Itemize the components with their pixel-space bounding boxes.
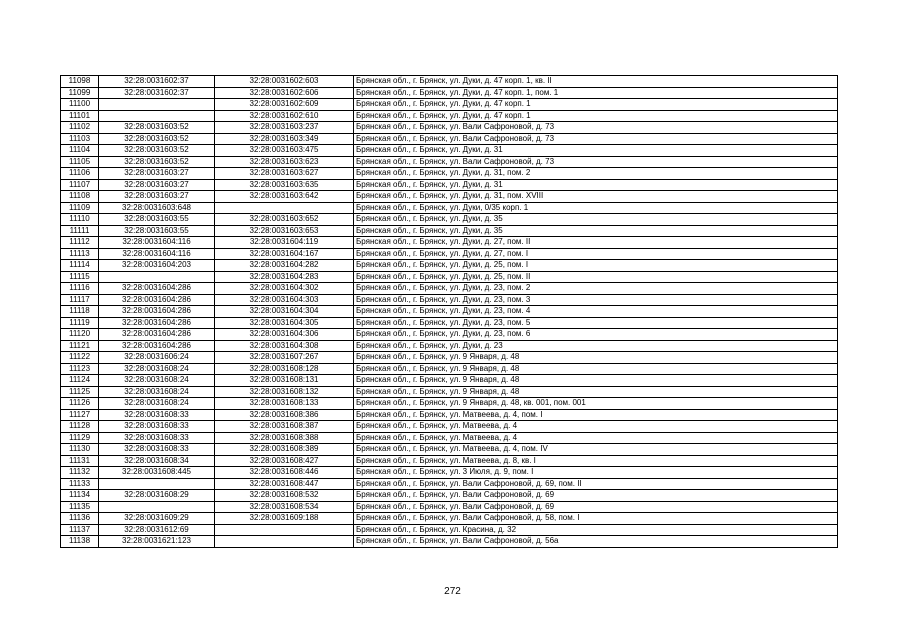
table-row <box>61 421 838 433</box>
address-cell: Брянская обл., г. Брянск, ул. Матвеева, д. 4 <box>354 432 838 444</box>
table-row <box>61 490 838 502</box>
table-row <box>61 432 838 444</box>
address-cell: Брянская обл., г. Брянск, ул. Дуки, д. 25, пом. II <box>354 271 838 283</box>
parcel-cadastral-cell: 32:28:0031604:116 <box>99 237 215 249</box>
table-row <box>61 513 838 525</box>
parcel-cadastral-cell: 32:28:0031606:24 <box>99 352 215 364</box>
parcel-cadastral-cell: 32:28:0031603:55 <box>99 214 215 226</box>
object-cadastral-cell: 32:28:0031604:303 <box>215 294 354 306</box>
row-number-cell: 11128 <box>61 421 99 433</box>
address-cell: Брянская обл., г. Брянск, ул. 9 Января, д. 48 <box>354 363 838 375</box>
table-row <box>61 271 838 283</box>
page-number: 272 <box>444 586 461 597</box>
table-row <box>61 467 838 479</box>
object-cadastral-cell <box>215 524 354 536</box>
object-cadastral-cell: 32:28:0031602:606 <box>215 87 354 99</box>
parcel-cadastral-cell: 32:28:0031602:37 <box>99 87 215 99</box>
row-number-cell: 11119 <box>61 317 99 329</box>
object-cadastral-cell: 32:28:0031608:133 <box>215 398 354 410</box>
address-cell: Брянская обл., г. Брянск, ул. Матвеева, д. 8, кв. I <box>354 455 838 467</box>
parcel-cadastral-cell: 32:28:0031604:286 <box>99 306 215 318</box>
row-number-cell: 11113 <box>61 248 99 260</box>
address-cell: Брянская обл., г. Брянск, ул. Матвеева, д. 4 <box>354 421 838 433</box>
table-row <box>61 225 838 237</box>
table-row <box>61 248 838 260</box>
table-row <box>61 363 838 375</box>
parcel-cadastral-cell: 32:28:0031603:27 <box>99 191 215 203</box>
object-cadastral-cell: 32:28:0031603:349 <box>215 133 354 145</box>
row-number-cell: 11127 <box>61 409 99 421</box>
table-row <box>61 99 838 111</box>
object-cadastral-cell: 32:28:0031603:635 <box>215 179 354 191</box>
parcel-cadastral-cell: 32:28:0031621:123 <box>99 536 215 548</box>
object-cadastral-cell: 32:28:0031603:653 <box>215 225 354 237</box>
address-cell: Брянская обл., г. Брянск, ул. Дуки, д. 27, пом. II <box>354 237 838 249</box>
object-cadastral-cell: 32:28:0031604:304 <box>215 306 354 318</box>
address-cell: Брянская обл., г. Брянск, ул. Дуки, д. 31, пом. 2 <box>354 168 838 180</box>
table-row <box>61 191 838 203</box>
address-cell: Брянская обл., г. Брянск, ул. Матвеева, д. 4, пом. I <box>354 409 838 421</box>
parcel-cadastral-cell: 32:28:0031604:116 <box>99 248 215 260</box>
object-cadastral-cell: 32:28:0031603:237 <box>215 122 354 134</box>
address-cell: Брянская обл., г. Брянск, ул. Матвеева, д. 4, пом. IV <box>354 444 838 456</box>
table-row <box>61 398 838 410</box>
row-number-cell: 11105 <box>61 156 99 168</box>
row-number-cell: 11118 <box>61 306 99 318</box>
parcel-cadastral-cell: 32:28:0031604:286 <box>99 329 215 341</box>
row-number-cell: 11124 <box>61 375 99 387</box>
object-cadastral-cell: 32:28:0031608:132 <box>215 386 354 398</box>
object-cadastral-cell: 32:28:0031603:623 <box>215 156 354 168</box>
row-number-cell: 11100 <box>61 99 99 111</box>
parcel-cadastral-cell: 32:28:0031604:286 <box>99 283 215 295</box>
table-row <box>61 478 838 490</box>
row-number-cell: 11117 <box>61 294 99 306</box>
object-cadastral-cell: 32:28:0031608:128 <box>215 363 354 375</box>
row-number-cell: 11121 <box>61 340 99 352</box>
row-number-cell: 11123 <box>61 363 99 375</box>
row-number-cell: 11103 <box>61 133 99 145</box>
table-row <box>61 214 838 226</box>
row-number-cell: 11116 <box>61 283 99 295</box>
object-cadastral-cell: 32:28:0031604:302 <box>215 283 354 295</box>
parcel-cadastral-cell: 32:28:0031608:445 <box>99 467 215 479</box>
table-row <box>61 133 838 145</box>
table-row <box>61 524 838 536</box>
table-row <box>61 386 838 398</box>
parcel-cadastral-cell <box>99 110 215 122</box>
row-number-cell: 11099 <box>61 87 99 99</box>
table-row <box>61 375 838 387</box>
address-cell: Брянская обл., г. Брянск, ул. Дуки, д. 31 <box>354 179 838 191</box>
row-number-cell: 11136 <box>61 513 99 525</box>
parcel-cadastral-cell: 32:28:0031608:33 <box>99 409 215 421</box>
address-cell: Брянская обл., г. Брянск, ул. Красина, д. 32 <box>354 524 838 536</box>
object-cadastral-cell <box>215 202 354 214</box>
object-cadastral-cell: 32:28:0031602:610 <box>215 110 354 122</box>
row-number-cell: 11133 <box>61 478 99 490</box>
table-row <box>61 352 838 364</box>
address-cell: Брянская обл., г. Брянск, ул. 3 Июля, д. 9, пом. I <box>354 467 838 479</box>
address-cell: Брянская обл., г. Брянск, ул. Вали Сафроновой, д. 69 <box>354 501 838 513</box>
address-cell: Брянская обл., г. Брянск, ул. 9 Января, д. 48, кв. 001, пом. 001 <box>354 398 838 410</box>
row-number-cell: 11104 <box>61 145 99 157</box>
object-cadastral-cell: 32:28:0031608:388 <box>215 432 354 444</box>
address-cell: Брянская обл., г. Брянск, ул. Вали Сафроновой, д. 73 <box>354 156 838 168</box>
parcel-cadastral-cell: 32:28:0031603:55 <box>99 225 215 237</box>
address-cell: Брянская обл., г. Брянск, ул. Вали Сафроновой, д. 56а <box>354 536 838 548</box>
table-row <box>61 110 838 122</box>
address-cell: Брянская обл., г. Брянск, ул. Вали Сафроновой, д. 73 <box>354 122 838 134</box>
parcel-cadastral-cell: 32:28:0031603:52 <box>99 156 215 168</box>
address-cell: Брянская обл., г. Брянск, ул. Дуки, д. 25, пом. I <box>354 260 838 272</box>
address-cell: Брянская обл., г. Брянск, ул. Дуки, д. 27, пом. I <box>354 248 838 260</box>
row-number-cell: 11108 <box>61 191 99 203</box>
object-cadastral-cell: 32:28:0031609:188 <box>215 513 354 525</box>
parcel-cadastral-cell <box>99 478 215 490</box>
address-cell: Брянская обл., г. Брянск, ул. Дуки, д. 23, пом. 3 <box>354 294 838 306</box>
object-cadastral-cell: 32:28:0031608:131 <box>215 375 354 387</box>
table-row <box>61 409 838 421</box>
table-row <box>61 340 838 352</box>
table-row <box>61 455 838 467</box>
parcel-cadastral-cell: 32:28:0031608:33 <box>99 421 215 433</box>
row-number-cell: 11134 <box>61 490 99 502</box>
address-cell: Брянская обл., г. Брянск, ул. Дуки, д. 23, пом. 5 <box>354 317 838 329</box>
table-row <box>61 122 838 134</box>
parcel-cadastral-cell <box>99 271 215 283</box>
parcel-cadastral-cell: 32:28:0031608:33 <box>99 432 215 444</box>
parcel-cadastral-cell <box>99 501 215 513</box>
parcel-cadastral-cell: 32:28:0031608:24 <box>99 375 215 387</box>
row-number-cell: 11125 <box>61 386 99 398</box>
row-number-cell: 11130 <box>61 444 99 456</box>
address-cell: Брянская обл., г. Брянск, ул. Вали Сафроновой, д. 69, пом. II <box>354 478 838 490</box>
row-number-cell: 11107 <box>61 179 99 191</box>
object-cadastral-cell: 32:28:0031604:282 <box>215 260 354 272</box>
address-cell: Брянская обл., г. Брянск, ул. Дуки, д. 47 корп. 1, кв. II <box>354 76 838 88</box>
object-cadastral-cell: 32:28:0031604:305 <box>215 317 354 329</box>
registry-table-body <box>61 76 838 548</box>
parcel-cadastral-cell: 32:28:0031608:33 <box>99 444 215 456</box>
parcel-cadastral-cell: 32:28:0031603:27 <box>99 179 215 191</box>
table-row <box>61 145 838 157</box>
address-cell: Брянская обл., г. Брянск, ул. Дуки, д. 47 корп. 1, пом. 1 <box>354 87 838 99</box>
row-number-cell: 11126 <box>61 398 99 410</box>
row-number-cell: 11122 <box>61 352 99 364</box>
address-cell: Брянская обл., г. Брянск, ул. 9 Января, д. 48 <box>354 352 838 364</box>
parcel-cadastral-cell: 32:28:0031603:27 <box>99 168 215 180</box>
row-number-cell: 11098 <box>61 76 99 88</box>
row-number-cell: 11115 <box>61 271 99 283</box>
parcel-cadastral-cell: 32:28:0031603:52 <box>99 133 215 145</box>
address-cell: Брянская обл., г. Брянск, ул. Дуки, д. 23, пом. 6 <box>354 329 838 341</box>
table-row <box>61 283 838 295</box>
row-number-cell: 11114 <box>61 260 99 272</box>
row-number-cell: 11132 <box>61 467 99 479</box>
table-row <box>61 76 838 88</box>
table-row <box>61 87 838 99</box>
row-number-cell: 11101 <box>61 110 99 122</box>
table-row <box>61 260 838 272</box>
parcel-cadastral-cell <box>99 99 215 111</box>
row-number-cell: 11131 <box>61 455 99 467</box>
table-row <box>61 501 838 513</box>
row-number-cell: 11106 <box>61 168 99 180</box>
parcel-cadastral-cell: 32:28:0031608:24 <box>99 386 215 398</box>
address-cell: Брянская обл., г. Брянск, ул. 9 Января, д. 48 <box>354 386 838 398</box>
object-cadastral-cell: 32:28:0031603:642 <box>215 191 354 203</box>
object-cadastral-cell: 32:28:0031608:447 <box>215 478 354 490</box>
parcel-cadastral-cell: 32:28:0031612:69 <box>99 524 215 536</box>
address-cell: Брянская обл., г. Брянск, ул. Дуки, д. 47 корп. 1 <box>354 110 838 122</box>
row-number-cell: 11110 <box>61 214 99 226</box>
object-cadastral-cell: 32:28:0031604:283 <box>215 271 354 283</box>
address-cell: Брянская обл., г. Брянск, ул. Дуки, д. 31 <box>354 145 838 157</box>
parcel-cadastral-cell: 32:28:0031603:52 <box>99 122 215 134</box>
parcel-cadastral-cell: 32:28:0031604:286 <box>99 294 215 306</box>
object-cadastral-cell: 32:28:0031603:475 <box>215 145 354 157</box>
parcel-cadastral-cell: 32:28:0031608:24 <box>99 398 215 410</box>
row-number-cell: 11111 <box>61 225 99 237</box>
object-cadastral-cell: 32:28:0031603:652 <box>215 214 354 226</box>
parcel-cadastral-cell: 32:28:0031603:52 <box>99 145 215 157</box>
row-number-cell: 11112 <box>61 237 99 249</box>
address-cell: Брянская обл., г. Брянск, ул. Дуки, д. 35 <box>354 214 838 226</box>
object-cadastral-cell: 32:28:0031608:427 <box>215 455 354 467</box>
object-cadastral-cell: 32:28:0031608:387 <box>215 421 354 433</box>
parcel-cadastral-cell: 32:28:0031604:203 <box>99 260 215 272</box>
address-cell: Брянская обл., г. Брянск, ул. Дуки, д. 31, пом. XVIII <box>354 191 838 203</box>
table-row <box>61 156 838 168</box>
object-cadastral-cell: 32:28:0031602:609 <box>215 99 354 111</box>
object-cadastral-cell: 32:28:0031608:386 <box>215 409 354 421</box>
table-row <box>61 294 838 306</box>
table-row <box>61 237 838 249</box>
object-cadastral-cell: 32:28:0031608:534 <box>215 501 354 513</box>
row-number-cell: 11120 <box>61 329 99 341</box>
address-cell: Брянская обл., г. Брянск, ул. Дуки, 0/35 корп. 1 <box>354 202 838 214</box>
object-cadastral-cell: 32:28:0031608:532 <box>215 490 354 502</box>
table-row <box>61 329 838 341</box>
registry-table <box>60 75 838 548</box>
parcel-cadastral-cell: 32:28:0031609:29 <box>99 513 215 525</box>
object-cadastral-cell: 32:28:0031604:306 <box>215 329 354 341</box>
parcel-cadastral-cell: 32:28:0031604:286 <box>99 340 215 352</box>
address-cell: Брянская обл., г. Брянск, ул. Дуки, д. 23, пом. 2 <box>354 283 838 295</box>
table-row <box>61 317 838 329</box>
address-cell: Брянская обл., г. Брянск, ул. 9 Января, д. 48 <box>354 375 838 387</box>
row-number-cell: 11102 <box>61 122 99 134</box>
parcel-cadastral-cell: 32:28:0031604:286 <box>99 317 215 329</box>
object-cadastral-cell: 32:28:0031604:167 <box>215 248 354 260</box>
table-row <box>61 306 838 318</box>
address-cell: Брянская обл., г. Брянск, ул. Дуки, д. 23 <box>354 340 838 352</box>
address-cell: Брянская обл., г. Брянск, ул. Дуки, д. 23, пом. 4 <box>354 306 838 318</box>
parcel-cadastral-cell: 32:28:0031608:29 <box>99 490 215 502</box>
object-cadastral-cell: 32:28:0031604:119 <box>215 237 354 249</box>
object-cadastral-cell: 32:28:0031602:603 <box>215 76 354 88</box>
object-cadastral-cell: 32:28:0031603:627 <box>215 168 354 180</box>
table-row <box>61 168 838 180</box>
row-number-cell: 11129 <box>61 432 99 444</box>
table-row <box>61 179 838 191</box>
address-cell: Брянская обл., г. Брянск, ул. Вали Сафроновой, д. 58, пом. I <box>354 513 838 525</box>
address-cell: Брянская обл., г. Брянск, ул. Вали Сафроновой, д. 73 <box>354 133 838 145</box>
row-number-cell: 11137 <box>61 524 99 536</box>
parcel-cadastral-cell: 32:28:0031608:24 <box>99 363 215 375</box>
table-row <box>61 536 838 548</box>
object-cadastral-cell: 32:28:0031608:446 <box>215 467 354 479</box>
address-cell: Брянская обл., г. Брянск, ул. Дуки, д. 47 корп. 1 <box>354 99 838 111</box>
parcel-cadastral-cell: 32:28:0031608:34 <box>99 455 215 467</box>
object-cadastral-cell <box>215 536 354 548</box>
row-number-cell: 11135 <box>61 501 99 513</box>
object-cadastral-cell: 32:28:0031607:267 <box>215 352 354 364</box>
parcel-cadastral-cell: 32:28:0031603:648 <box>99 202 215 214</box>
parcel-cadastral-cell: 32:28:0031602:37 <box>99 76 215 88</box>
table-row <box>61 444 838 456</box>
table-row <box>61 202 838 214</box>
row-number-cell: 11138 <box>61 536 99 548</box>
object-cadastral-cell: 32:28:0031608:389 <box>215 444 354 456</box>
address-cell: Брянская обл., г. Брянск, ул. Дуки, д. 35 <box>354 225 838 237</box>
row-number-cell: 11109 <box>61 202 99 214</box>
object-cadastral-cell: 32:28:0031604:308 <box>215 340 354 352</box>
address-cell: Брянская обл., г. Брянск, ул. Вали Сафроновой, д. 69 <box>354 490 838 502</box>
